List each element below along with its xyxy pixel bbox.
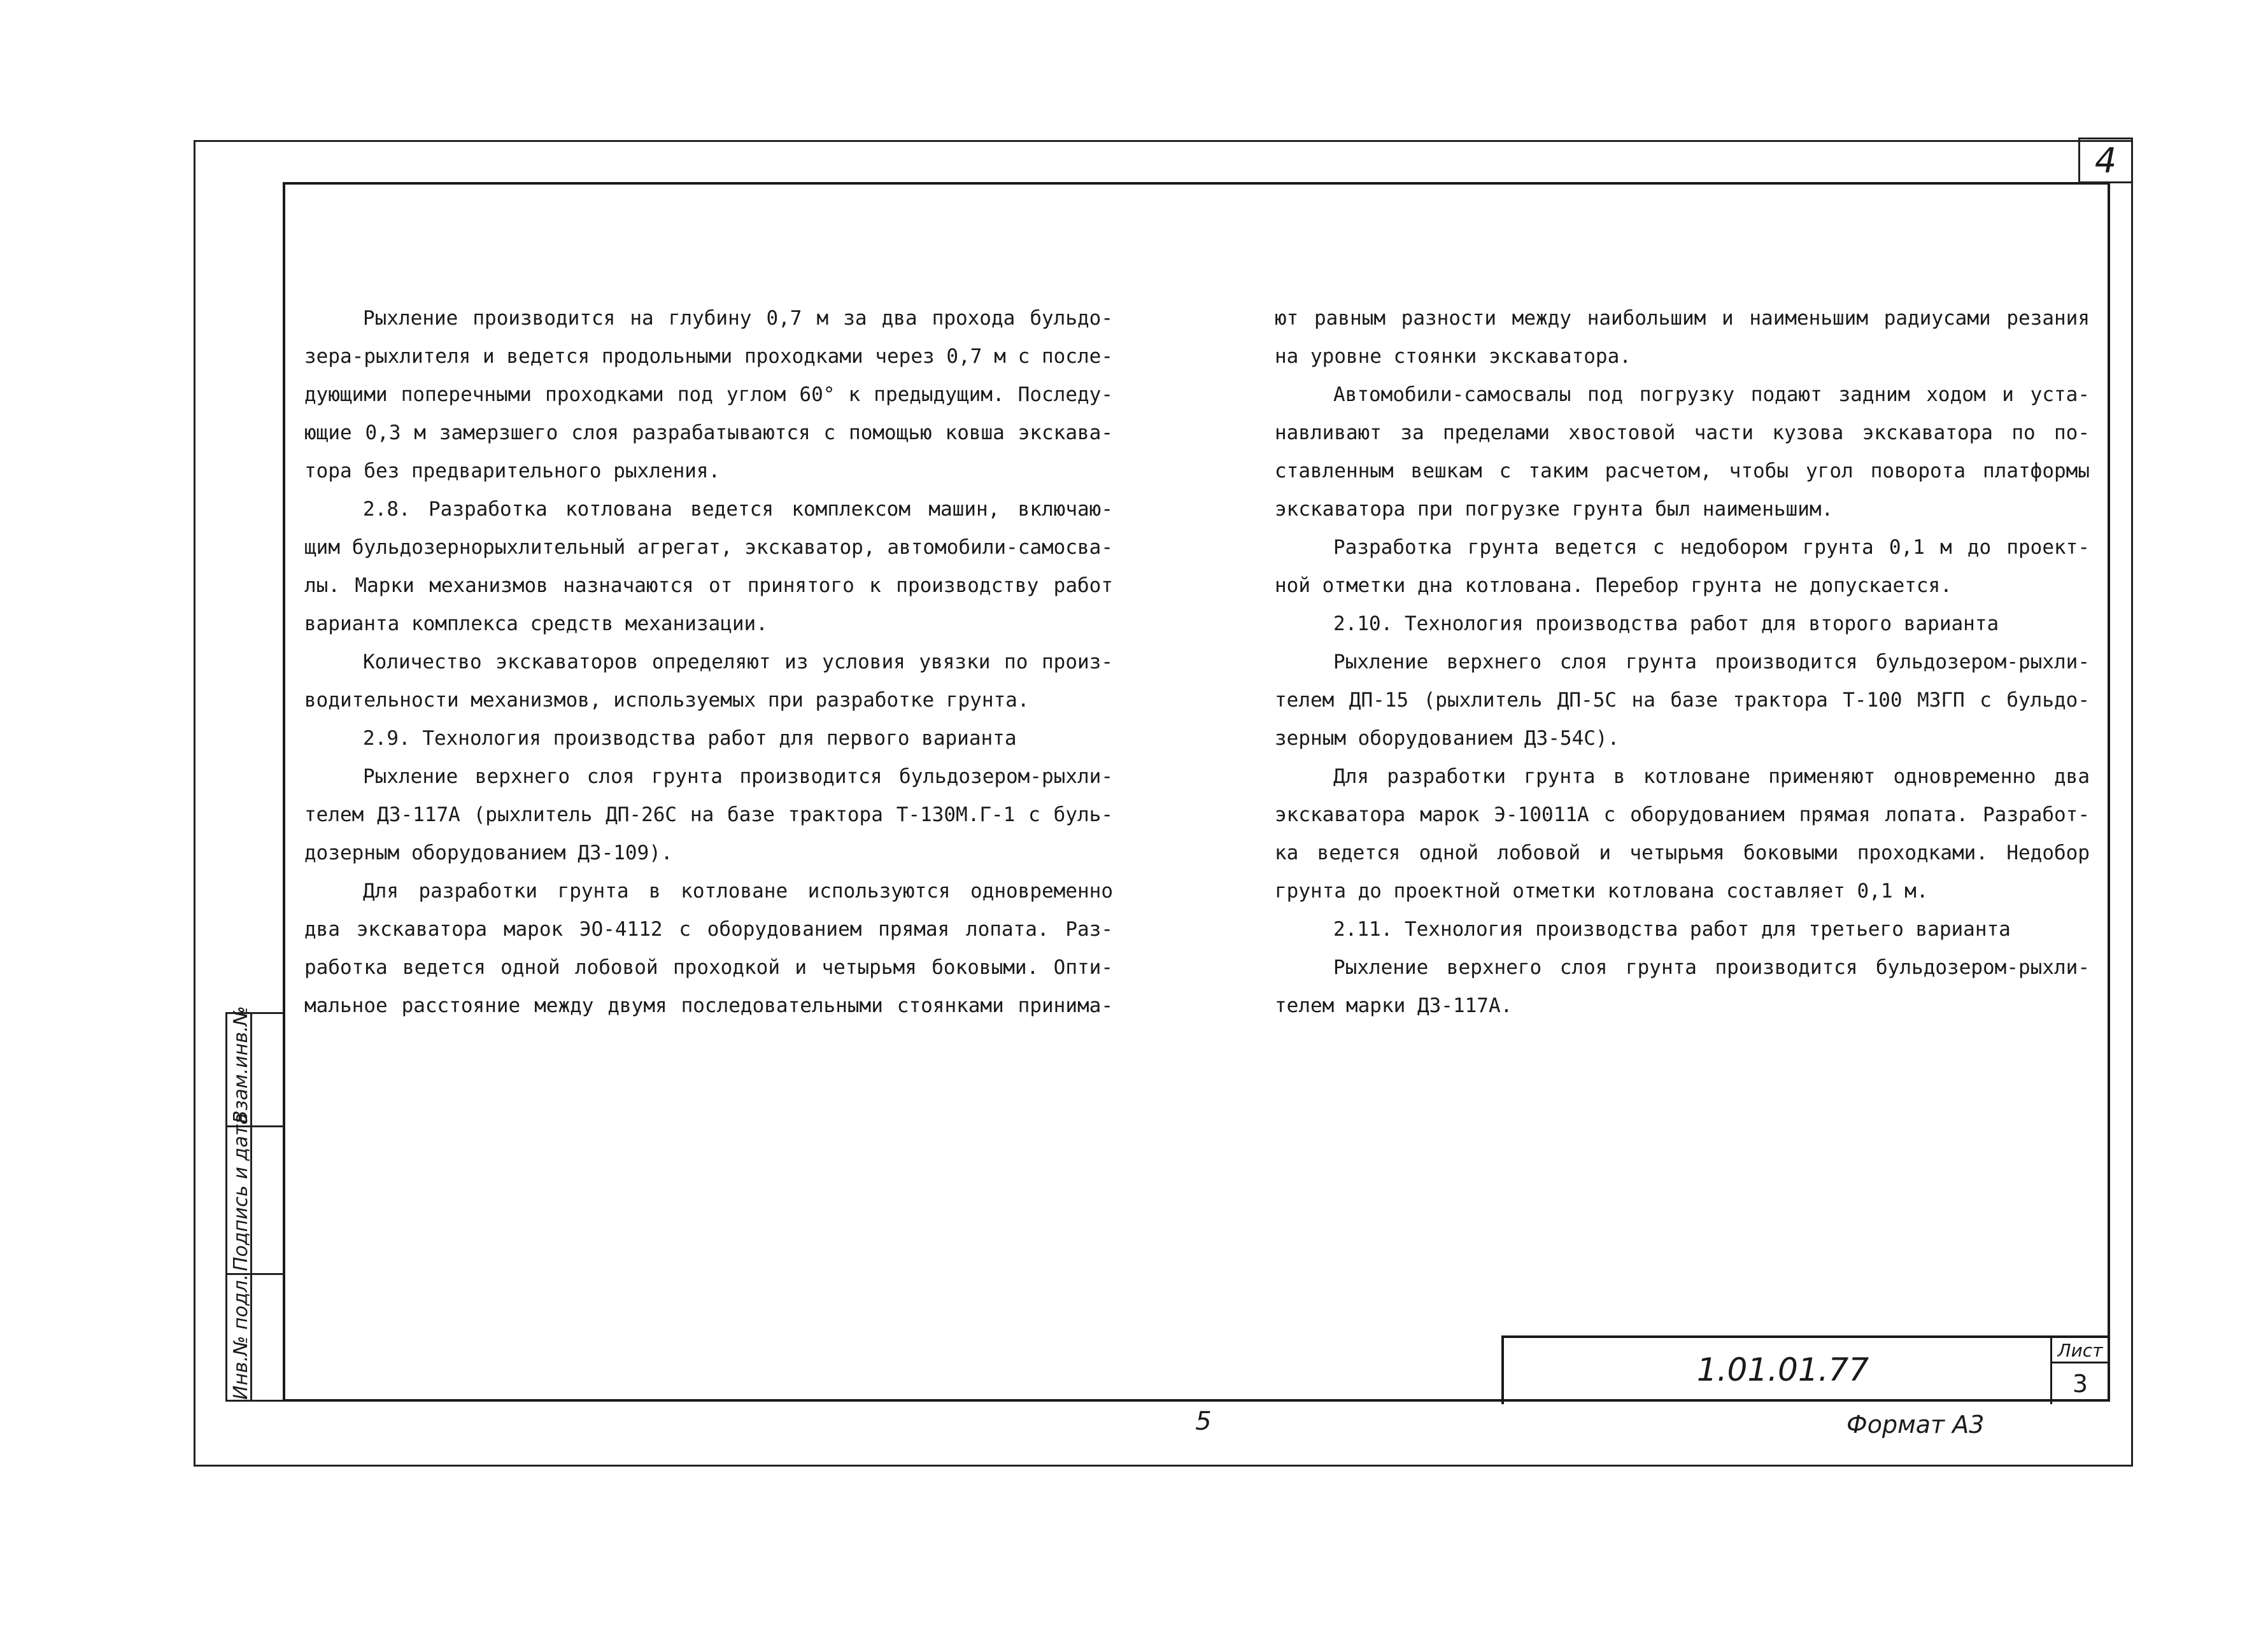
text-line: Автомобили-самосвалы под погрузку подают задним ходом и уста- (1333, 383, 2090, 406)
text-line: водительности механизмов, используемых при разработке грунта. (304, 689, 1030, 712)
side-stamp-strip (225, 1006, 283, 1402)
text-line: ной отметки дна котлована. Перебор грунта не допускается. (1275, 574, 1952, 597)
text-line: Рыхление верхнего слоя грунта производится бульдозером-рыхли- (1333, 956, 2090, 979)
section-heading: 2.10. Технология производства работ для второго варианта (1333, 612, 1999, 635)
text-line: зерным оборудованием ДЗ-54С). (1275, 727, 1620, 750)
document-code: 1.01.01.77 (1696, 1351, 1869, 1388)
text-line: дозерным оборудованием ДЗ-109). (304, 842, 673, 864)
text-line: ющие 0,3 м замерзшего слоя разрабатываются с помощью ковша экскава- (304, 421, 1113, 444)
strip-label-inventory: Инв.№ подл. (230, 1274, 252, 1400)
text-line: два экскаватора марок ЭО-4112 с оборудованием прямая лопата. Раз- (304, 918, 1113, 941)
text-line: щим бульдозернорыхлительный агрегат, экскаватор, автомобили-самосва- (304, 536, 1113, 559)
text-line: грунта до проектной отметки котлована составляет 0,1 м. (1275, 880, 1929, 903)
left-text-column (304, 299, 1113, 1025)
text-line: Рыхление верхнего слоя грунта производится бульдозером-рыхли- (1333, 651, 2090, 673)
text-line: телем ДП-15 (рыхлитель ДП-5С на базе трактора Т-100 МЗГП с бульдо- (1275, 689, 2090, 712)
text-line: Рыхление производится на глубину 0,7 м за два прохода бульдо- (363, 307, 1113, 330)
text-line: ка ведется одной лобовой и четырьмя боковыми проходками. Недобор (1275, 842, 2090, 864)
text-line: Рыхление верхнего слоя грунта производится бульдозером-рыхли- (363, 765, 1113, 788)
text-line: мальное расстояние между двумя последовательными стоянками принима- (304, 994, 1113, 1017)
text-line: экскаватора марок Э-10011А с оборудованием прямая лопата. Разработ- (1275, 803, 2090, 826)
right-text-column (1275, 299, 2090, 1025)
strip-cell-inventory (227, 1275, 285, 1404)
text-line: телем ДЗ-117А (рыхлитель ДП-26С на базе трактора Т-130М.Г-1 с буль- (304, 803, 1113, 826)
text-line: тора без предварительного рыхления. (304, 460, 721, 482)
text-line: навливают за пределами хвостовой части кузова экскаватора по по- (1275, 421, 2090, 444)
text-line: 2.8. Разработка котлована ведется комплексом машин, включаю- (363, 498, 1113, 521)
text-line: Количество экскаваторов определяют из условия увязки по произ- (363, 651, 1113, 673)
corner-number: 4 (2094, 141, 2117, 181)
text-line: Разработка грунта ведется с недобором грунта 0,1 м до проект- (1333, 536, 2090, 559)
text-line: ставленным вешкам с таким расчетом, чтобы угол поворота платформы (1275, 460, 2090, 482)
strip-cell-signature (227, 1113, 285, 1275)
text-line: на уровне стоянки экскаватора. (1275, 345, 1631, 368)
text-line: Для разработки грунта в котловане используются одновременно (363, 880, 1113, 903)
text-line: дующими поперечными проходками под углом 60° к предыдущим. Последу- (304, 383, 1113, 406)
section-heading: 2.11. Технология производства работ для третьего варианта (1333, 918, 2011, 941)
text-line: телем марки ДЗ-117А. (1275, 994, 1513, 1017)
text-line: варианта комплекса средств механизации. (304, 612, 768, 635)
page-number: 5 (1195, 1407, 1212, 1436)
sheet-number: 3 (2072, 1370, 2088, 1398)
text-line: работка ведется одной лобовой проходкой и четырьмя боковыми. Опти- (304, 956, 1113, 979)
sheet-label: Лист (2052, 1338, 2109, 1363)
section-heading: 2.9. Технология производства работ для первого варианта (363, 727, 1017, 750)
strip-label-replacement: Взам.инв.№ (230, 1006, 252, 1123)
strip-cell-replacement (227, 1006, 285, 1127)
text-line: Для разработки грунта в котловане применяют одновременно два (1333, 765, 2090, 788)
text-line: ют равным разности между наибольшим и наименьшим радиусами резания (1275, 307, 2090, 330)
text-line: зера-рыхлителя и ведется продольными проходками через 0,7 м с после- (304, 345, 1113, 368)
text-line: экскаватора при погрузке грунта был наименьшим. (1275, 498, 1834, 521)
text-line: лы. Марки механизмов назначаются от принятого к производству работ (304, 574, 1113, 597)
format-label: Формат А3 (1846, 1411, 1985, 1439)
strip-label-signature: Подпись и дата (230, 1113, 252, 1271)
